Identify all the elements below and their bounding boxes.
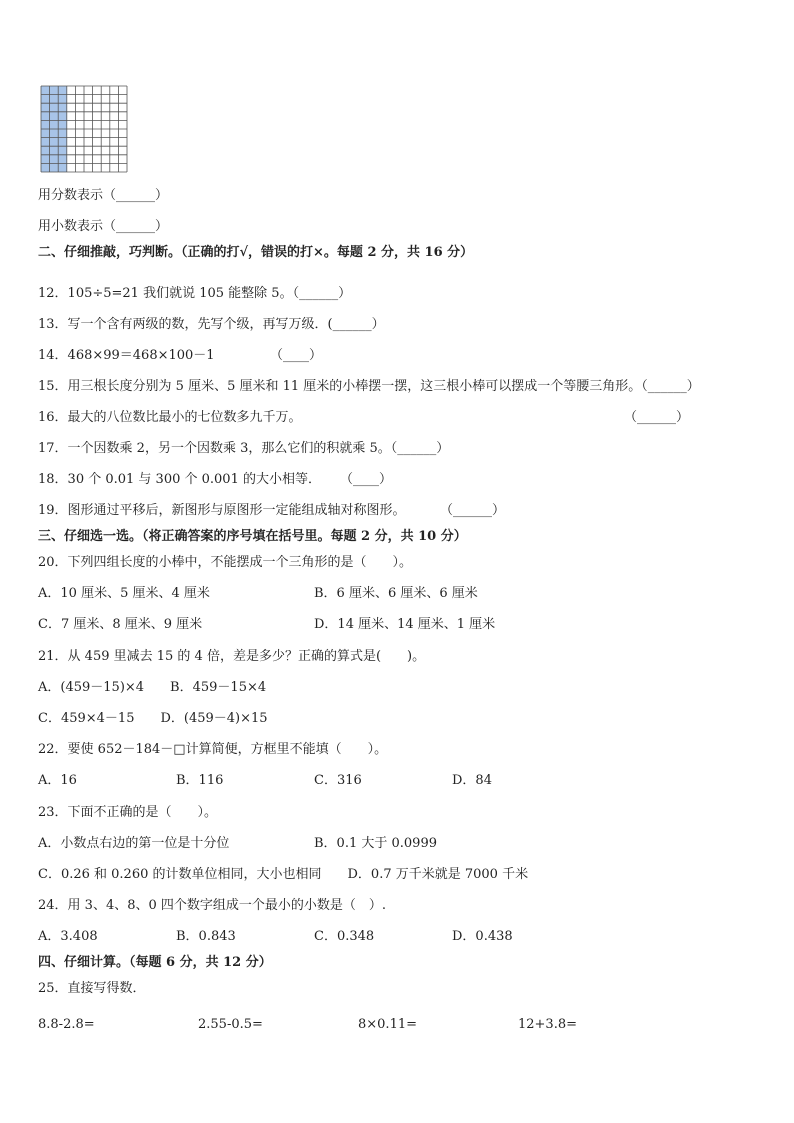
question-21: 21．从 459 里减去 15 的 4 倍，差是多少？正确的算式是( )。 xyxy=(38,649,426,664)
question-24-option-b: B．0.843 xyxy=(176,929,236,944)
question-14: 14．468×99＝468×100－1 xyxy=(38,348,215,363)
question-23-options-cd: C．0.26 和 0.260 的计数单位相同，大小也相同 D．0.7 万千米就是 7000 千米 xyxy=(38,867,529,882)
question-18: 18．30 个 0.01 与 300 个 0.001 的大小相等． xyxy=(38,472,321,487)
section-3-heading: 三、仔细选一选。（将正确答案的序号填在括号里。每题 2 分，共 10 分） xyxy=(38,529,467,544)
question-24-option-d: D．0.438 xyxy=(452,929,513,944)
question-13: 13．写一个含有两级的数，先写个级，再写万级．(______） xyxy=(38,317,385,332)
question-23-option-a: A．小数点右边的第一位是十分位 xyxy=(38,836,230,851)
question-22-option-c: C．316 xyxy=(314,773,362,788)
question-19: 19．图形通过平移后，新图形与原图形一定能组成轴对称图形。 xyxy=(38,503,406,518)
question-16: 16．最大的八位数比最小的七位数多九千万。 xyxy=(38,410,302,425)
question-24-option-a: A．3.408 xyxy=(38,929,98,944)
question-17: 17．一个因数乘 2，另一个因数乘 3，那么它们的积就乘 5。（______） xyxy=(38,441,450,456)
question-20: 20．下列四组长度的小棒中，不能摆成一个三角形的是（ ）。 xyxy=(38,555,413,570)
question-16-blank: （______） xyxy=(624,410,690,425)
hundred-square-grid xyxy=(40,85,128,173)
question-22-option-d: D．84 xyxy=(452,773,492,788)
question-20-option-a: A．10 厘米、5 厘米、4 厘米 xyxy=(38,586,210,601)
question-21-options-ab: A．(459－15)×4 B．459－15×4 xyxy=(38,680,267,695)
question-22-option-b: B．116 xyxy=(176,773,224,788)
section-2-heading: 二、仔细推敲，巧判断。（正确的打√，错误的打×。每题 2 分，共 16 分） xyxy=(38,245,474,260)
question-12: 12．105÷5=21 我们就说 105 能整除 5。（______） xyxy=(38,286,352,301)
question-23: 23．下面不正确的是（ ）。 xyxy=(38,805,218,820)
calc-item-2: 2.55-0.5= xyxy=(198,1017,263,1032)
calc-item-1: 8.8-2.8= xyxy=(38,1017,95,1032)
section-4-heading: 四、仔细计算。（每题 6 分，共 12 分） xyxy=(38,955,272,970)
question-25: 25．直接写得数． xyxy=(38,981,146,996)
question-20-option-c: C．7 厘米、8 厘米、9 厘米 xyxy=(38,617,203,632)
calc-item-4: 12+3.8= xyxy=(518,1017,578,1032)
question-22: 22．要使 652－184－□计算简便，方框里不能填（ ）。 xyxy=(38,742,388,757)
question-14-blank: （____） xyxy=(270,348,323,363)
question-20-option-b: B．6 厘米、6 厘米、6 厘米 xyxy=(314,586,478,601)
question-15: 15．用三根长度分别为 5 厘米、5 厘米和 11 厘米的小棒摆一摆，这三根小棒可以摆成一个等腰三角形。（______） xyxy=(38,379,700,394)
question-22-option-a: A．16 xyxy=(38,773,77,788)
calc-item-3: 8×0.11= xyxy=(358,1017,418,1032)
question-21-options-cd: C．459×4－15 D．(459－4)×15 xyxy=(38,711,268,726)
question-20-option-d: D．14 厘米、14 厘米、1 厘米 xyxy=(314,617,496,632)
question-18-blank: （____） xyxy=(340,472,393,487)
question-24: 24．用 3、4、8、0 四个数字组成一个最小的小数是（ ）. xyxy=(38,898,387,913)
question-23-option-b: B．0.1 大于 0.0999 xyxy=(314,836,437,851)
fraction-answer-line: 用分数表示（______） xyxy=(38,188,169,203)
question-24-option-c: C．0.348 xyxy=(314,929,375,944)
decimal-answer-line: 用小数表示（______） xyxy=(38,219,169,234)
question-19-blank: （______） xyxy=(440,503,506,518)
